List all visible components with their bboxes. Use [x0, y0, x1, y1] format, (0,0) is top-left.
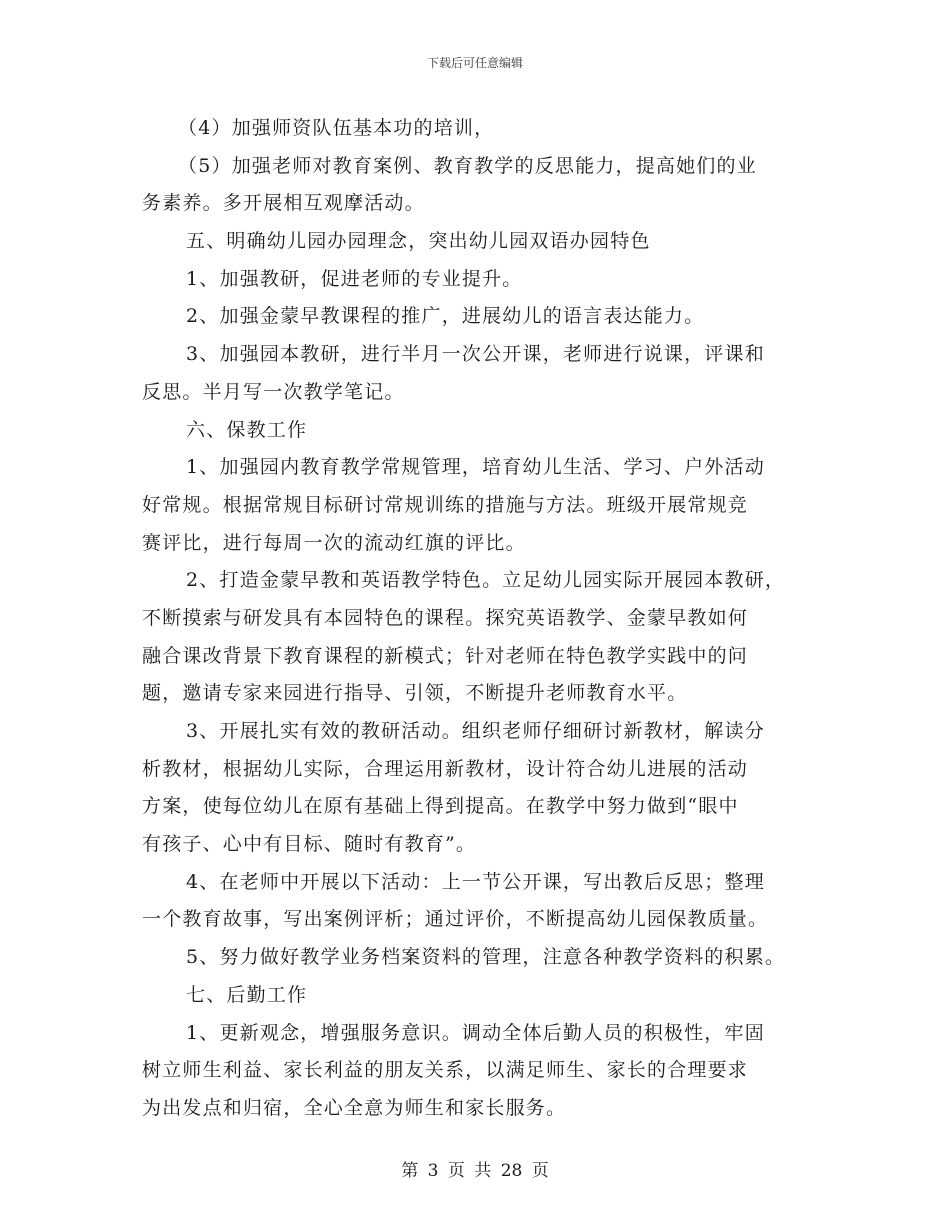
text-line: （4）加强师资队伍基本功的培训，: [178, 117, 495, 139]
text-line: 有孩子、心中有目标、随时有教育”。: [142, 833, 477, 856]
text-line: 务素养。多开展相互观摩活动。: [142, 192, 425, 215]
text-line: 融合课改背景下教育课程的新模式；针对老师在特色教学实践中的问: [142, 644, 749, 667]
text-line: 3、开展扎实有效的教研活动。组织老师仔细研讨新教材，解读分: [186, 720, 765, 742]
page-footer: 第 3 页 共 28 页: [401, 1161, 549, 1181]
text-line: 析教材，根据幼儿实际，合理运用新教材，设计符合幼儿进展的活动: [142, 757, 749, 780]
text-line: 好常规。根据常规目标研讨常规训练的措施与方法。班级开展常规竞: [142, 493, 749, 516]
text-line: 题，邀请专家来园进行指导、引领，不断提升老师教育水平。: [142, 682, 688, 705]
text-line: 赛评比，进行每周一次的流动红旗的评比。: [142, 531, 526, 554]
text-line: 七、后勤工作: [186, 983, 308, 1006]
text-line: 反思。半月写一次教学笔记。: [142, 380, 405, 403]
text-line: 树立师生利益、家长利益的朋友关系，以满足师生、家长的合理要求: [142, 1059, 749, 1082]
text-line: 六、保教工作: [186, 418, 308, 441]
text-line: 4、在老师中开展以下活动：上一节公开课，写出教后反思；整理: [186, 870, 765, 893]
text-line: 5、努力做好教学业务档案资料的管理，注意各种教学资料的积累。: [186, 946, 786, 969]
text-line: 一个教育故事，写出案例评析；通过评价，不断提高幼儿园保教质量。: [142, 908, 769, 931]
text-line: 1、更新观念，增强服务意识。调动全体后勤人员的积极性，牢固: [186, 1021, 765, 1044]
text-line: 2、加强金蒙早教课程的推广，进展幼儿的语言表达能力。: [186, 305, 705, 328]
text-line: 1、加强教研，促进老师的专业提升。: [186, 267, 523, 290]
document-body: [142, 110, 822, 1128]
text-line: （5）加强老师对教育案例、教育教学的反思能力，提高她们的业: [178, 154, 757, 177]
text-line: 为出发点和归宿，全心全意为师生和家长服务。: [142, 1096, 567, 1119]
text-line: 不断摸索与研发具有本园特色的课程。探究英语教学、金蒙早教如何: [142, 606, 749, 629]
text-line: 2、打造金蒙早教和英语教学特色。立足幼儿园实际开展园本教研，: [186, 569, 786, 592]
text-line: 3、加强园本教研，进行半月一次公开课，老师进行说课，评课和: [186, 343, 765, 366]
text-line: 五、明确幼儿园办园理念，突出幼儿园双语办园特色: [186, 230, 651, 253]
text-line: 方案，使每位幼儿在原有基础上得到提高。在教学中努力做到“眼中: [142, 795, 739, 818]
page-header: 下载后可任意编辑: [426, 56, 523, 70]
text-line: 1、加强园内教育教学常规管理，培育幼儿生活、学习、户外活动: [186, 456, 765, 479]
